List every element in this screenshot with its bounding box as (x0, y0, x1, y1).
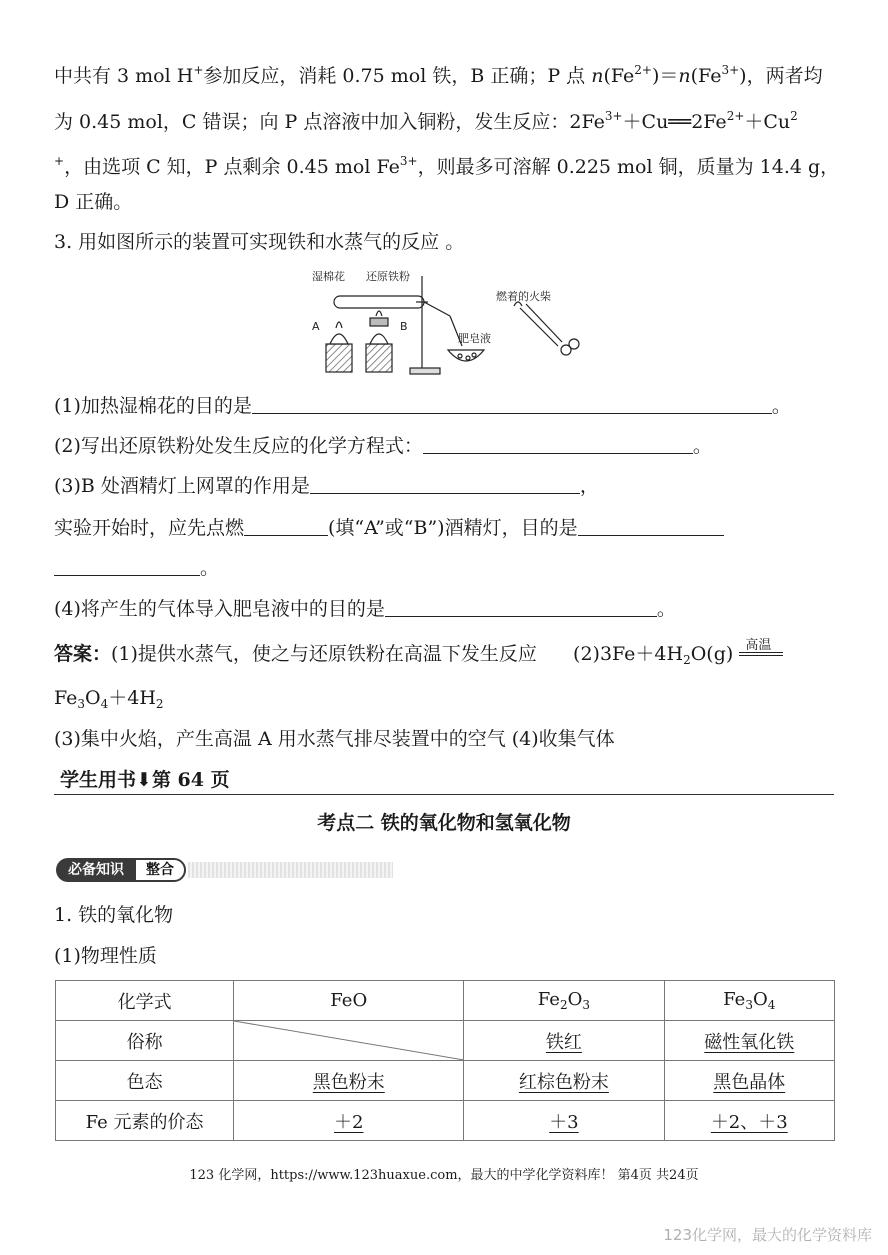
answer-line-1: 答案：(1)提供水蒸气，使之与还原铁粉在高温下发生反应 $(2)3Fe+4H_2O(g)$ 高温 (54, 642, 783, 672)
question-2: (2)写出还原铁粉处发生反应的化学方程式： 。 (54, 435, 712, 457)
divider (54, 794, 834, 795)
page-footer: 123 化学网，https://www.123huaxue.com，最大的中学化学资料库！ 第4页 共24页 (189, 1168, 699, 1183)
subheading-2: (1)物理性质 (54, 945, 157, 967)
intro-line-2: 为 0.45 mol，C 错误；向 P 点溶液中加入铜粉，发生反应：$2Fe^{3+}+Cu══2Fe^{2+}+Cu^2$ (54, 109, 798, 133)
label-b: B (400, 320, 408, 333)
subheading-1: 1. 铁的氧化物 (54, 904, 174, 926)
question-3a: (3)B 处酒精灯上网罩的作用是 ， (54, 475, 599, 497)
answer-blank-3a[interactable] (310, 475, 580, 494)
question-4: (4)将产生的气体导入肥皂液中的目的是 。 (54, 598, 676, 620)
question-3b: 实验开始时，应先点燃 (填“A”或“B”)酒精灯，目的是 (54, 516, 724, 540)
table-header-row: 化学式 FeO $Fe_2O_3$ $Fe_3O_4$ (56, 981, 835, 1021)
answer-blank-3b[interactable] (244, 517, 328, 536)
label-iron: 还原铁粉 (366, 270, 410, 283)
down-arrow-icon: ⬇ (136, 769, 152, 791)
empty-cell (234, 1021, 464, 1061)
answer-blank-2[interactable] (423, 435, 693, 454)
intro-line-1: 中共有 3 mol H+参加反应，消耗 0.75 mol 铁，B 正确；P 点 $n(Fe^{2+})=n(Fe^{3+})$，两者均 (54, 63, 823, 87)
answer-label: 答案： (54, 643, 112, 665)
question-3-title: 3. 用如图所示的装置可实现铁和水蒸气的反应 。 (54, 231, 465, 253)
table-row: 俗称 铁红 磁性氧化铁 (56, 1021, 835, 1061)
question-1: (1)加热湿棉花的目的是 。 (54, 395, 791, 417)
reaction-condition: 高温 (739, 642, 783, 662)
answer-blank-3c[interactable] (578, 517, 724, 536)
section-badge: 必备知识 整合 (56, 858, 393, 882)
section-title: 考点二 铁的氧化物和氢氧化物 (317, 812, 571, 834)
intro-line-3: +，由选项 C 知，P 点剩余 0.45 mol $Fe^{3+}$，则最多可溶解 0.225 mol 铜，质量为 14.4 g， (54, 154, 840, 178)
answer-line-2: $Fe_3O_4+4H_2$ (54, 687, 164, 711)
label-a: A (312, 320, 320, 333)
question-3c: 。 (54, 556, 219, 580)
book-reference: 学生用书⬇第 64 页 (60, 769, 230, 791)
answer-blank-3d[interactable] (54, 557, 200, 576)
answer-blank-4[interactable] (385, 598, 657, 617)
intro-line-4: D 正确。 (54, 191, 133, 213)
label-soap: 肥皂液 (458, 332, 491, 345)
table-row: 色态 黑色粉末 红棕色粉末 黑色晶体 (56, 1061, 835, 1101)
label-match: 燃着的火柴 (496, 290, 551, 303)
answer-line-3: (3)集中火焰，产生高温 A 用水蒸气排尽装置中的空气 (4)收集气体 (54, 728, 615, 750)
apparatus-figure (300, 266, 590, 378)
label-cotton: 湿棉花 (312, 270, 345, 283)
answer-blank-1[interactable] (252, 395, 772, 414)
table-row: Fe 元素的价态 ＋2 ＋3 ＋2、＋3 (56, 1101, 835, 1141)
iron-oxide-table (55, 980, 835, 1141)
watermark: 123化学网，最大的化学资料库 (663, 1226, 872, 1244)
